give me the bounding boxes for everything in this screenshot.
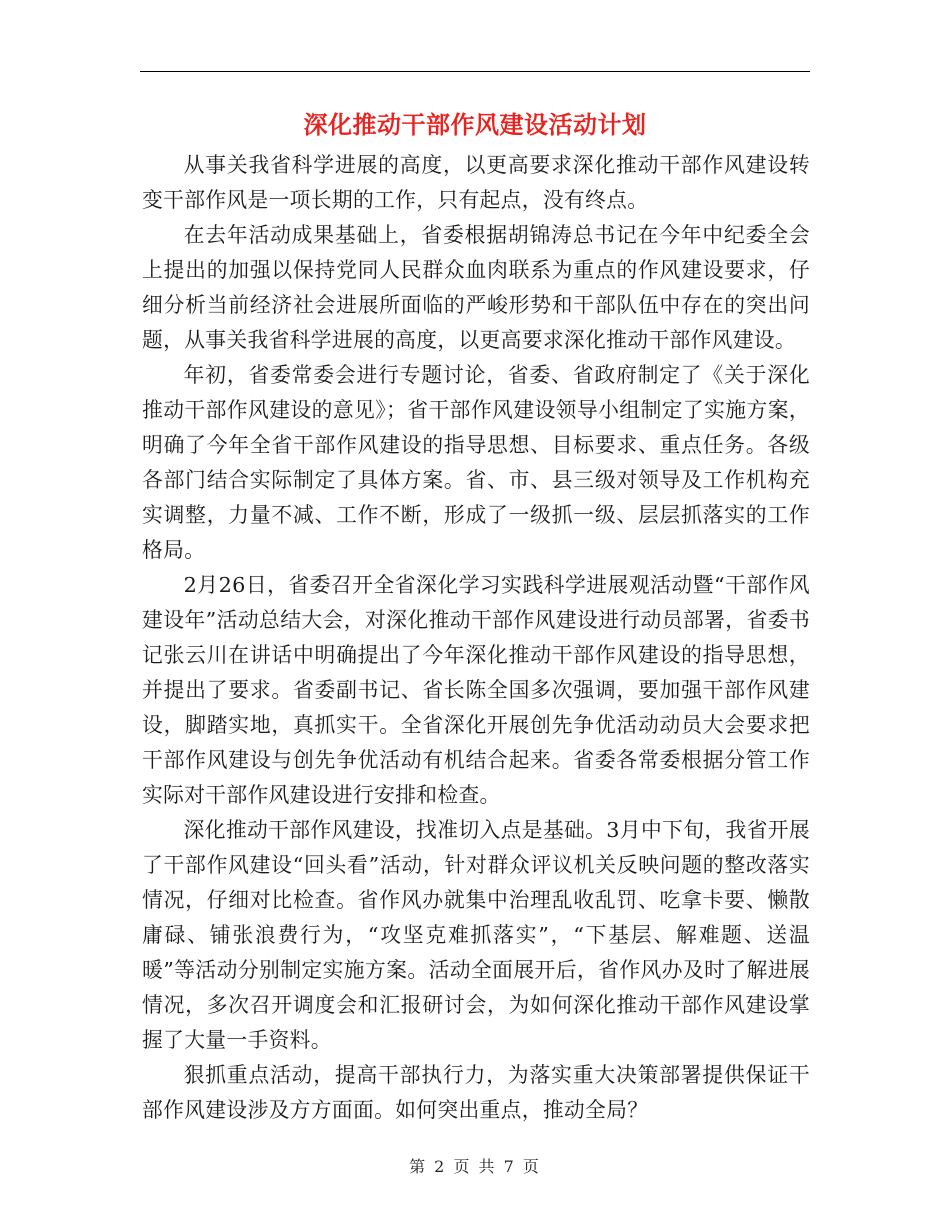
header-rule <box>140 71 810 72</box>
paragraph: 在去年活动成果基础上，省委根据胡锦涛总书记在今年中纪委全会上提出的加强以保持党同人民群众血肉联系为重点的作风建设要求，仔细分析当前经济社会进展所面临的严峻形势和干部队伍中存在的突出问题，从事关我省科学进展的高度，以更高要求深化推动干部作风建设。 <box>142 223 810 352</box>
paragraph: 2月26日，省委召开全省深化学习实践科学进展观活动暨“干部作风建设年”活动总结大会，对深化推动干部作风建设进行动员部署，省委书记张云川在讲话中明确提出了今年深化推动干部作风建设的指导思想，并提出了要求。省委副书记、省长陈全国多次强调，要加强干部作风建设，脚踏实地，真抓实干。全省深化开展创先争优活动动员大会要求把干部作风建设与创先争优活动有机结合起来。省委各常委根据分管工作实际对干部作风建设进行安排和检查。 <box>142 573 810 807</box>
document-title: 深化推动干部作风建设活动计划 <box>303 110 647 139</box>
paragraph: 从事关我省科学进展的高度，以更高要求深化推动干部作风建设转变干部作风是一项长期的工作，只有起点，没有终点。 <box>142 153 810 212</box>
page-number-footer: 第 2 页 共 7 页 <box>409 1157 541 1176</box>
paragraph: 年初，省委常委会进行专题讨论，省委、省政府制定了《关于深化推动干部作风建设的意见》；省干部作风建设领导小组制定了实施方案，明确了今年全省干部作风建设的指导思想、目标要求、重点任务。各级各部门结合实际制定了具体方案。省、市、县三级对领导及工作机构充实调整，力量不减、工作不断，形成了一级抓一级、层层抓落实的工作格局。 <box>142 363 810 562</box>
document-body <box>142 148 810 1128</box>
paragraph: 深化推动干部作风建设，找准切入点是基础。3月中下旬，我省开展了干部作风建设“回头看”活动，针对群众评议机关反映问题的整改落实情况，仔细对比检查。省作风办就集中治理乱收乱罚、吃拿卡要、懒散庸碌、铺张浪费行为，“攻坚克难抓落实”，“下基层、解难题、送温暖”等活动分别制定实施方案。活动全面展开后，省作风办及时了解进展情况，多次召开调度会和汇报研讨会，为如何深化推动干部作风建设掌握了大量一手资料。 <box>142 818 810 1052</box>
paragraph: 狠抓重点活动，提高干部执行力，为落实重大决策部署提供保证干部作风建设涉及方方面面。如何突出重点，推动全局？ <box>142 1063 810 1122</box>
